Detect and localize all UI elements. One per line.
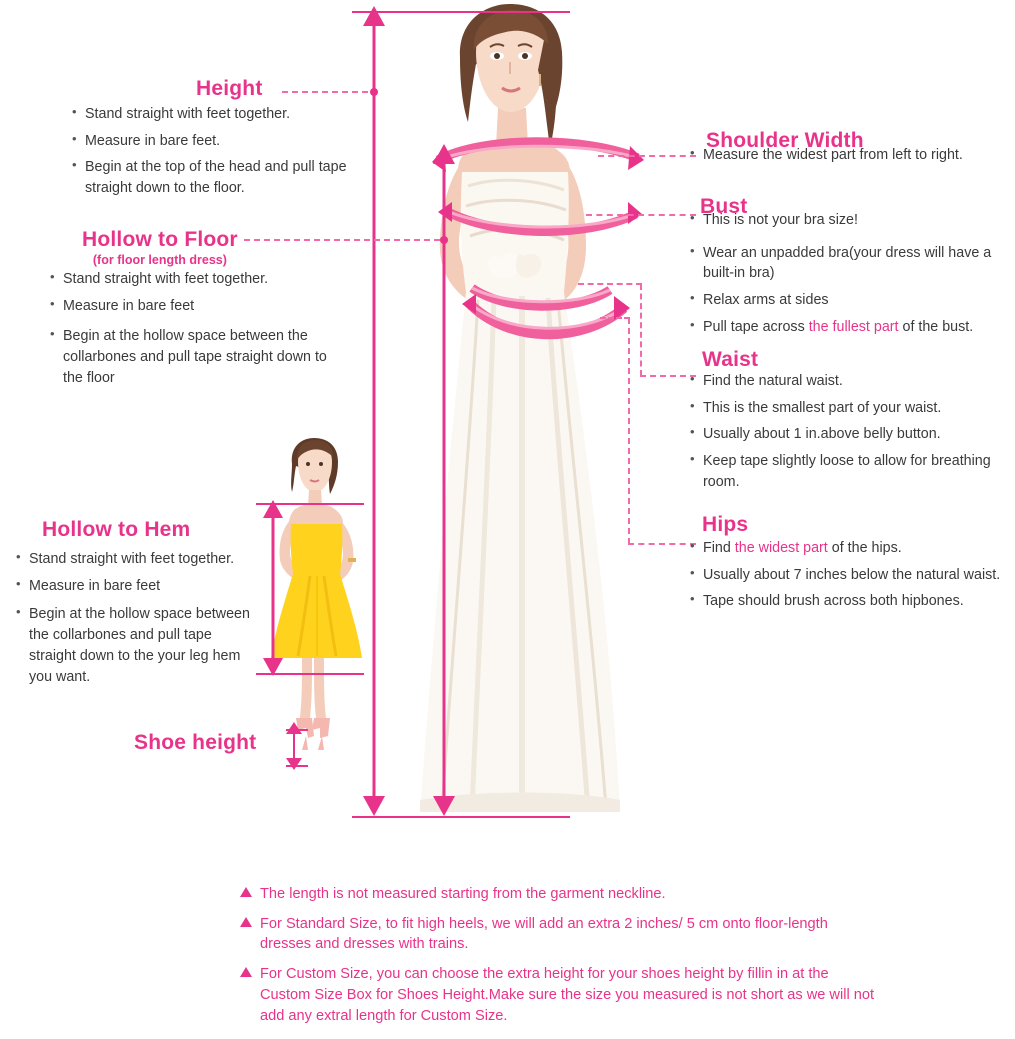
bust-bullet-4-text: Pull tape across	[703, 318, 809, 335]
height-leader-dot	[370, 88, 378, 96]
section-bullets-waist	[688, 371, 1010, 499]
shoe-height-measure-arrow	[282, 722, 310, 770]
note-item	[240, 884, 880, 905]
hips-tape	[462, 292, 632, 348]
list-item: • Stand straight with feet together.	[48, 269, 338, 290]
section-bullets-hollow-to-floor	[48, 269, 338, 395]
section-heading-shoe-height: Shoe height	[134, 731, 257, 754]
section-bullets-bust	[688, 210, 1010, 344]
note-item	[240, 914, 880, 955]
list-item: • Tape should brush across both hipbones.	[688, 591, 1010, 612]
note-text: The length is not measured starting from the garment neckline.	[260, 886, 666, 902]
list-item: • Measure in bare feet	[14, 576, 250, 597]
list-item: • This is not your bra size!	[688, 210, 1010, 231]
list-item: • Usually about 7 inches below the natural waist.	[688, 565, 1010, 586]
list-item: • Usually about 1 in.above belly button.	[688, 424, 1010, 445]
list-item: • Begin at the top of the head and pull tape straight down to the floor.	[70, 157, 370, 198]
note-text: For Standard Size, to fit high heels, we will add an extra 2 inches/ 5 cm onto floor-length dresses and dresses with trains.	[260, 915, 828, 953]
note-text: For Custom Size, you can choose the extra height for your shoes height by fillin in at the Custom Size Box for Shoes Height.Make sure the size you measured is not short as we will not add any extral length for Custom Size.	[260, 966, 875, 1024]
hollow-to-floor-leader-dot	[440, 236, 448, 244]
waist-leader-horizontal-top	[578, 283, 642, 285]
hips-leader-vertical	[628, 318, 630, 544]
list-item: • Measure the widest part from left to right.	[688, 145, 1008, 166]
bust-tape	[436, 196, 646, 244]
section-heading-hollow-to-floor: Hollow to Floor (for floor length dress)	[82, 228, 238, 267]
list-item: • Wear an unpadded bra(your dress will have a built-in bra)	[688, 243, 1010, 284]
hips-highlight: the widest part	[734, 540, 828, 556]
section-bullets-hollow-to-hem	[14, 549, 250, 693]
waist-leader-vertical	[640, 284, 642, 376]
section-bullets-shoulder-width	[688, 145, 1008, 172]
list-item: • Stand straight with feet together.	[14, 549, 250, 570]
height-leader-line	[282, 91, 368, 93]
list-item: • Measure in bare feet.	[70, 131, 370, 152]
hollow-to-hem-bottom-cap	[256, 673, 364, 675]
list-item: • This is the smallest part of your waist.	[688, 398, 1010, 419]
list-item: • Pull tape across the fullest part of the bust.	[688, 317, 1010, 338]
shoulder-leader-line	[598, 155, 696, 157]
section-heading-shoulder-width: Shoulder Width	[706, 129, 864, 152]
note-item	[240, 964, 880, 1026]
hips-leader-horizontal-top	[600, 317, 630, 319]
list-item: • Keep tape slightly loose to allow for breathing room.	[688, 451, 1010, 492]
section-heading-hips: Hips	[702, 513, 749, 536]
list-item: • Stand straight with feet together.	[70, 104, 370, 125]
list-item: • Find the widest part of the hips.	[688, 538, 1010, 559]
hollow-to-floor-leader-line	[244, 239, 440, 241]
hollow-to-hem-measure-arrow	[260, 500, 286, 678]
hips-leader-horizontal-bottom	[628, 543, 696, 545]
list-item: • Relax arms at sides	[688, 290, 1010, 311]
warning-triangle-icon	[240, 967, 252, 977]
section-bullets-hips	[688, 538, 1010, 618]
warning-triangle-icon	[240, 887, 252, 897]
hollow-to-hem-top-cap	[256, 503, 364, 505]
warning-triangle-icon	[240, 917, 252, 927]
section-heading-waist: Waist	[702, 348, 759, 371]
list-item: • Begin at the hollow space between the collarbones and pull tape straight down to the your leg hem you want.	[14, 604, 250, 687]
footer-notes	[240, 884, 880, 1035]
bust-highlight: the fullest part	[808, 318, 899, 335]
section-subheading-hollow-to-floor: (for floor length dress)	[92, 253, 227, 267]
section-heading-bust: Bust	[700, 195, 748, 218]
hollow-to-floor-measure-arrow	[430, 144, 458, 818]
height-bottom-cap	[352, 816, 570, 818]
section-heading-hollow-to-hem: Hollow to Hem	[42, 518, 191, 541]
height-top-cap	[352, 11, 570, 13]
section-bullets-height	[70, 104, 370, 205]
section-heading-height: Height	[196, 77, 263, 100]
list-item: • Measure in bare feet	[48, 296, 338, 317]
list-item: • Begin at the hollow space between the collarbones and pull tape straight down to the floor	[48, 326, 338, 388]
bust-leader-line	[586, 214, 696, 216]
list-item: • Find the natural waist.	[688, 371, 1010, 392]
